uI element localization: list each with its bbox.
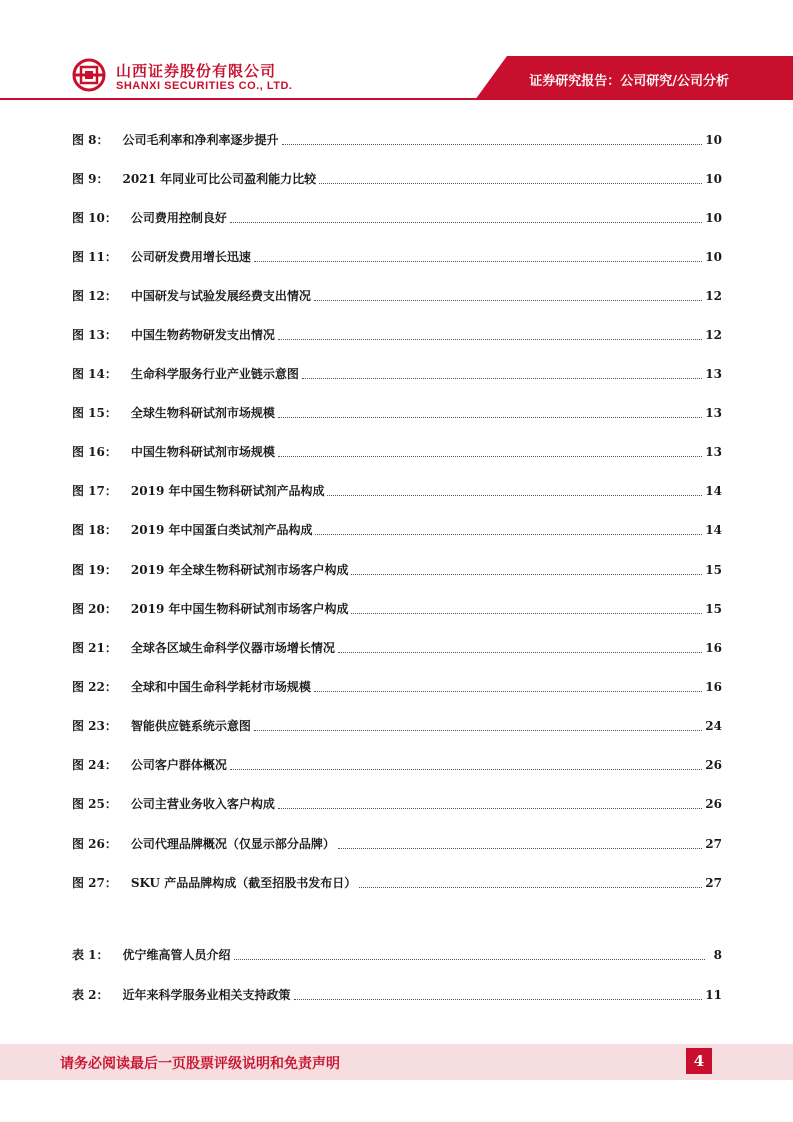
toc-page: 15 [705, 563, 722, 577]
toc-title: 公司毛利率和净利率逐步提升 [122, 133, 279, 147]
toc-row-figure-23[interactable] [72, 716, 722, 734]
toc-title: 公司费用控制良好 [130, 211, 227, 225]
toc-title: 公司客户群体概况 [130, 758, 227, 772]
toc-title: 中国生物药物研发支出情况 [130, 328, 275, 342]
toc-row-figure-20[interactable] [72, 599, 722, 617]
toc-page: 12 [705, 328, 722, 342]
toc-page: 13 [705, 445, 722, 459]
toc-leader-dots [254, 730, 702, 731]
toc-row-table-2[interactable] [72, 985, 722, 1003]
toc-leader-dots [278, 456, 702, 457]
toc-leader-dots [359, 887, 702, 888]
toc-page: 26 [705, 758, 722, 772]
toc-title: 全球和中国生命科学耗材市场规模 [130, 680, 311, 694]
toc-row-figure-15[interactable] [72, 403, 722, 421]
toc-label: 图 11： [72, 250, 117, 264]
toc-page: 10 [705, 133, 722, 147]
toc-page: 11 [705, 988, 722, 1002]
toc-leader-dots [254, 261, 702, 262]
toc-label: 图 20： [72, 602, 117, 616]
toc-label: 图 13： [72, 328, 117, 342]
toc-label: 图 17： [72, 484, 117, 498]
toc-page: 16 [705, 641, 722, 655]
toc-row-figure-25[interactable] [72, 794, 722, 812]
toc-title: 2019 年中国生物科研试剂市场客户构成 [130, 602, 349, 616]
toc-label: 图 25： [72, 797, 117, 811]
footer-disclaimer: 请务必阅读最后一页股票评级说明和免责声明 [60, 1056, 340, 1072]
toc-row-table-1[interactable] [72, 945, 722, 963]
toc-row-figure-17[interactable] [72, 481, 722, 499]
toc-page: 10 [705, 172, 722, 186]
toc-page: 12 [705, 289, 722, 303]
toc-leader-dots [338, 848, 702, 849]
toc-row-figure-21[interactable] [72, 638, 722, 656]
toc-label: 表 1： [72, 948, 109, 962]
company-logo-icon [72, 58, 106, 92]
toc-title: 2019 年中国生物科研试剂产品构成 [130, 484, 325, 498]
toc-title: 优宁维高管人员介绍 [122, 948, 231, 962]
toc-row-figure-27[interactable] [72, 873, 722, 891]
page-header [0, 0, 793, 104]
toc-label: 图 16： [72, 445, 117, 459]
toc-row-figure-12[interactable] [72, 286, 722, 304]
toc-leader-dots [294, 999, 703, 1000]
toc-page: 8 [713, 948, 722, 962]
toc-row-figure-26[interactable] [72, 834, 722, 852]
toc-title: 公司主营业务收入客户构成 [130, 797, 275, 811]
company-name-en: SHANXI SECURITIES CO., LTD. [116, 80, 293, 92]
toc-label: 图 24： [72, 758, 117, 772]
toc-page: 27 [705, 876, 722, 890]
toc-row-figure-16[interactable] [72, 442, 722, 460]
toc-title: 生命科学服务行业产业链示意图 [130, 367, 299, 381]
page-number: 4 [686, 1048, 712, 1074]
toc-leader-dots [351, 613, 702, 614]
toc-title: 中国生物科研试剂市场规模 [130, 445, 275, 459]
toc-leader-dots [315, 534, 702, 535]
toc-title: 公司代理品牌概况（仅显示部分品牌） [130, 837, 335, 851]
toc-title: 公司研发费用增长迅速 [130, 250, 251, 264]
toc-title: 智能供应链系统示意图 [130, 719, 251, 733]
toc-leader-dots [230, 769, 702, 770]
toc-title: 全球各区域生命科学仪器市场增长情况 [130, 641, 335, 655]
toc-label: 表 2： [72, 988, 109, 1002]
toc-page: 13 [705, 367, 722, 381]
toc-leader-dots [338, 652, 702, 653]
toc-leader-dots [351, 574, 702, 575]
toc-label: 图 26： [72, 837, 117, 851]
toc-page: 26 [705, 797, 722, 811]
toc-page: 27 [705, 837, 722, 851]
toc-title: 近年来科学服务业相关支持政策 [122, 988, 291, 1002]
toc-page: 10 [705, 250, 722, 264]
toc-label: 图 8： [72, 133, 109, 147]
toc-label: 图 10： [72, 211, 117, 225]
company-name-cn: 山西证券股份有限公司 [116, 62, 277, 80]
toc-page: 16 [705, 680, 722, 694]
toc-page: 10 [705, 211, 722, 225]
toc-page: 13 [705, 406, 722, 420]
toc-page: 14 [705, 484, 722, 498]
toc-label: 图 22： [72, 680, 117, 694]
toc-label: 图 19： [72, 563, 117, 577]
toc-leader-dots [327, 495, 702, 496]
toc-label: 图 21： [72, 641, 117, 655]
toc-label: 图 15： [72, 406, 117, 420]
toc-title: 全球生物科研试剂市场规模 [130, 406, 275, 420]
toc-label: 图 9： [72, 172, 109, 186]
toc-label: 图 14： [72, 367, 117, 381]
toc-row-figure-19[interactable] [72, 560, 722, 578]
toc-label: 图 27： [72, 876, 117, 890]
toc-leader-dots [282, 144, 703, 145]
toc-label: 图 18： [72, 523, 117, 537]
toc-row-figure-14[interactable] [72, 364, 722, 382]
toc-row-figure-11[interactable] [72, 247, 722, 265]
toc-leader-dots [302, 378, 702, 379]
toc-leader-dots [278, 417, 702, 418]
toc-leader-dots [234, 959, 705, 960]
toc-row-figure-18[interactable] [72, 520, 722, 538]
toc-leader-dots [314, 300, 702, 301]
toc-leader-dots [314, 691, 702, 692]
toc-row-figure-24[interactable] [72, 755, 722, 773]
toc-leader-dots [278, 339, 702, 340]
header-divider [0, 98, 793, 100]
toc-label: 图 23： [72, 719, 117, 733]
toc-page: 24 [705, 719, 722, 733]
toc-title: SKU 产品品牌构成（截至招股书发布日） [130, 876, 357, 890]
toc-label: 图 12： [72, 289, 117, 303]
toc-row-figure-9[interactable] [72, 169, 722, 187]
toc-leader-dots [278, 808, 702, 809]
toc-title: 2021 年同业可比公司盈利能力比较 [122, 172, 317, 186]
toc-title: 2019 年中国蛋白类试剂产品构成 [130, 523, 313, 537]
toc-page: 14 [705, 523, 722, 537]
toc-leader-dots [319, 183, 702, 184]
toc-title: 2019 年全球生物科研试剂市场客户构成 [130, 563, 349, 577]
toc-leader-dots [230, 222, 702, 223]
toc-row-figure-8[interactable] [72, 130, 722, 148]
toc-row-figure-10[interactable] [72, 208, 722, 226]
report-type-text: 证券研究报告：公司研究/公司分析 [529, 74, 729, 89]
toc-row-figure-22[interactable] [72, 677, 722, 695]
toc-page: 15 [705, 602, 722, 616]
toc-title: 中国研发与试验发展经费支出情况 [130, 289, 311, 303]
toc-row-figure-13[interactable] [72, 325, 722, 343]
